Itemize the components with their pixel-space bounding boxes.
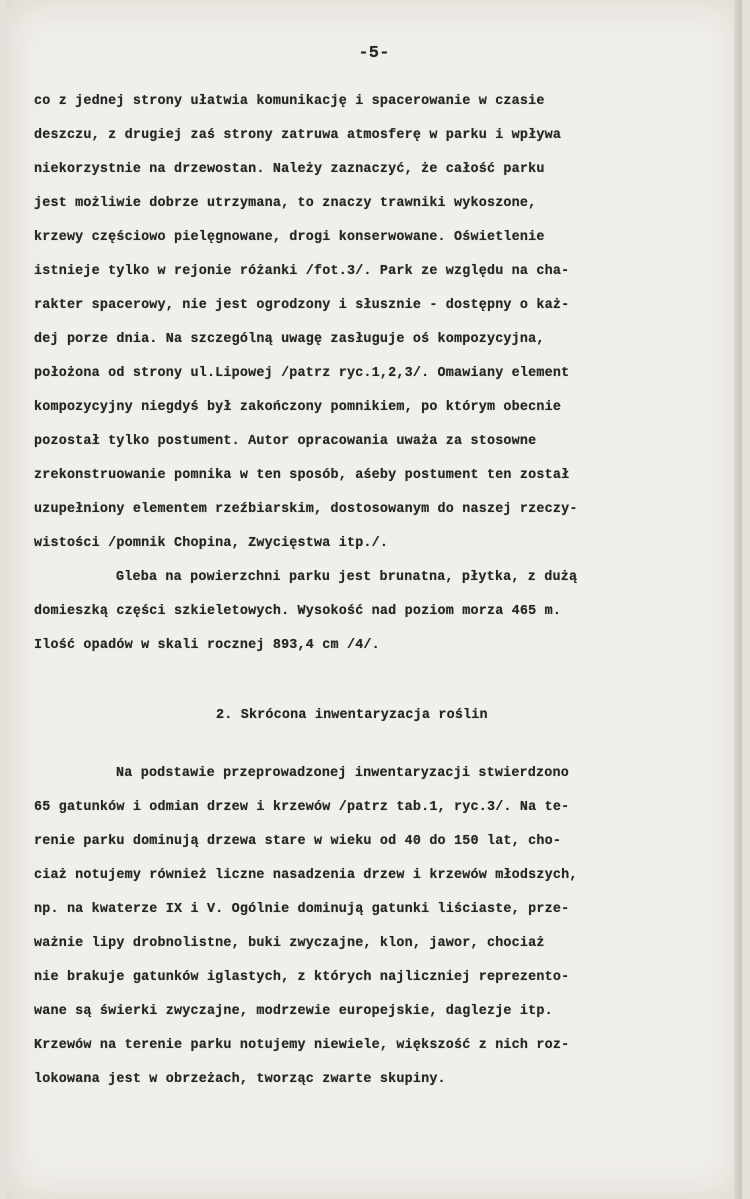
text-line: co z jednej strony ułatwia komunikację i spacerowanie w czasie <box>34 94 545 109</box>
text-line: renie parku dominują drzewa stare w wieku od 40 do 150 lat, cho- <box>34 834 562 849</box>
text-line: położona od strony ul.Lipowej /patrz ryc.1,2,3/. Omawiany element <box>34 366 570 381</box>
text-line: zrekonstruowanie pomnika w ten sposób, aśeby postument ten został <box>34 468 570 483</box>
text-line: np. na kwaterze IX i V. Ogólnie dominują gatunki liściaste, prze- <box>34 902 570 917</box>
text-line: wane są świerki zwyczajne, modrzewie europejskie, daglezje itp. <box>34 1004 553 1019</box>
text-line: Na podstawie przeprowadzonej inwentaryzacji stwierdzono <box>116 766 569 781</box>
text-line: 65 gatunków i odmian drzew i krzewów /patrz tab.1, ryc.3/. Na te- <box>34 800 570 815</box>
document-page <box>6 0 742 1199</box>
text-line: niekorzystnie na drzewostan. Należy zaznaczyć, że całość parku <box>34 162 545 177</box>
text-line: rakter spacerowy, nie jest ogrodzony i słusznie - dostępny o każ- <box>34 298 570 313</box>
text-line: ciaż notujemy również liczne nasadzenia drzew i krzewów młodszych, <box>34 868 578 883</box>
page-edge <box>734 0 742 1199</box>
text-line: Ilość opadów w skali rocznej 893,4 cm /4/. <box>34 638 380 653</box>
text-line: ważnie lipy drobnolistne, buki zwyczajne, klon, jawor, chociaż <box>34 936 545 951</box>
text-line: Krzewów na terenie parku notujemy niewiele, większość z nich roz- <box>34 1038 570 1053</box>
text-line: uzupełniony elementem rzeźbiarskim, dostosowanym do naszej rzeczy- <box>34 502 578 517</box>
page-number: -5- <box>358 44 390 63</box>
text-line: nie brakuje gatunków iglastych, z których najliczniej reprezento- <box>34 970 570 985</box>
text-line: domieszką części szkieletowych. Wysokość nad poziom morza 465 m. <box>34 604 562 619</box>
text-line: pozostał tylko postument. Autor opracowania uważa za stosowne <box>34 434 537 449</box>
text-line: deszczu, z drugiej zaś strony zatruwa atmosferę w parku i wpływa <box>34 128 562 143</box>
text-line: wistości /pomnik Chopina, Zwycięstwa itp./. <box>34 536 389 551</box>
text-line: dej porze dnia. Na szczególną uwagę zasługuje oś kompozycyjna, <box>34 332 545 347</box>
text-line: jest możliwie dobrze utrzymana, to znaczy trawniki wykoszone, <box>34 196 537 211</box>
text-line: kompozycyjny niegdyś był zakończony pomnikiem, po którym obecnie <box>34 400 562 415</box>
text-line: Gleba na powierzchni parku jest brunatna, płytka, z dużą <box>116 570 578 585</box>
text-line: lokowana jest w obrzeżach, tworząc zwarte skupiny. <box>34 1072 446 1087</box>
text-line: krzewy częściowo pielęgnowane, drogi konserwowane. Oświetlenie <box>34 230 545 245</box>
section-heading: 2. Skrócona inwentaryzacja roślin <box>216 708 488 723</box>
text-line: istnieje tylko w rejonie różanki /fot.3/. Park ze względu na cha- <box>34 264 570 279</box>
